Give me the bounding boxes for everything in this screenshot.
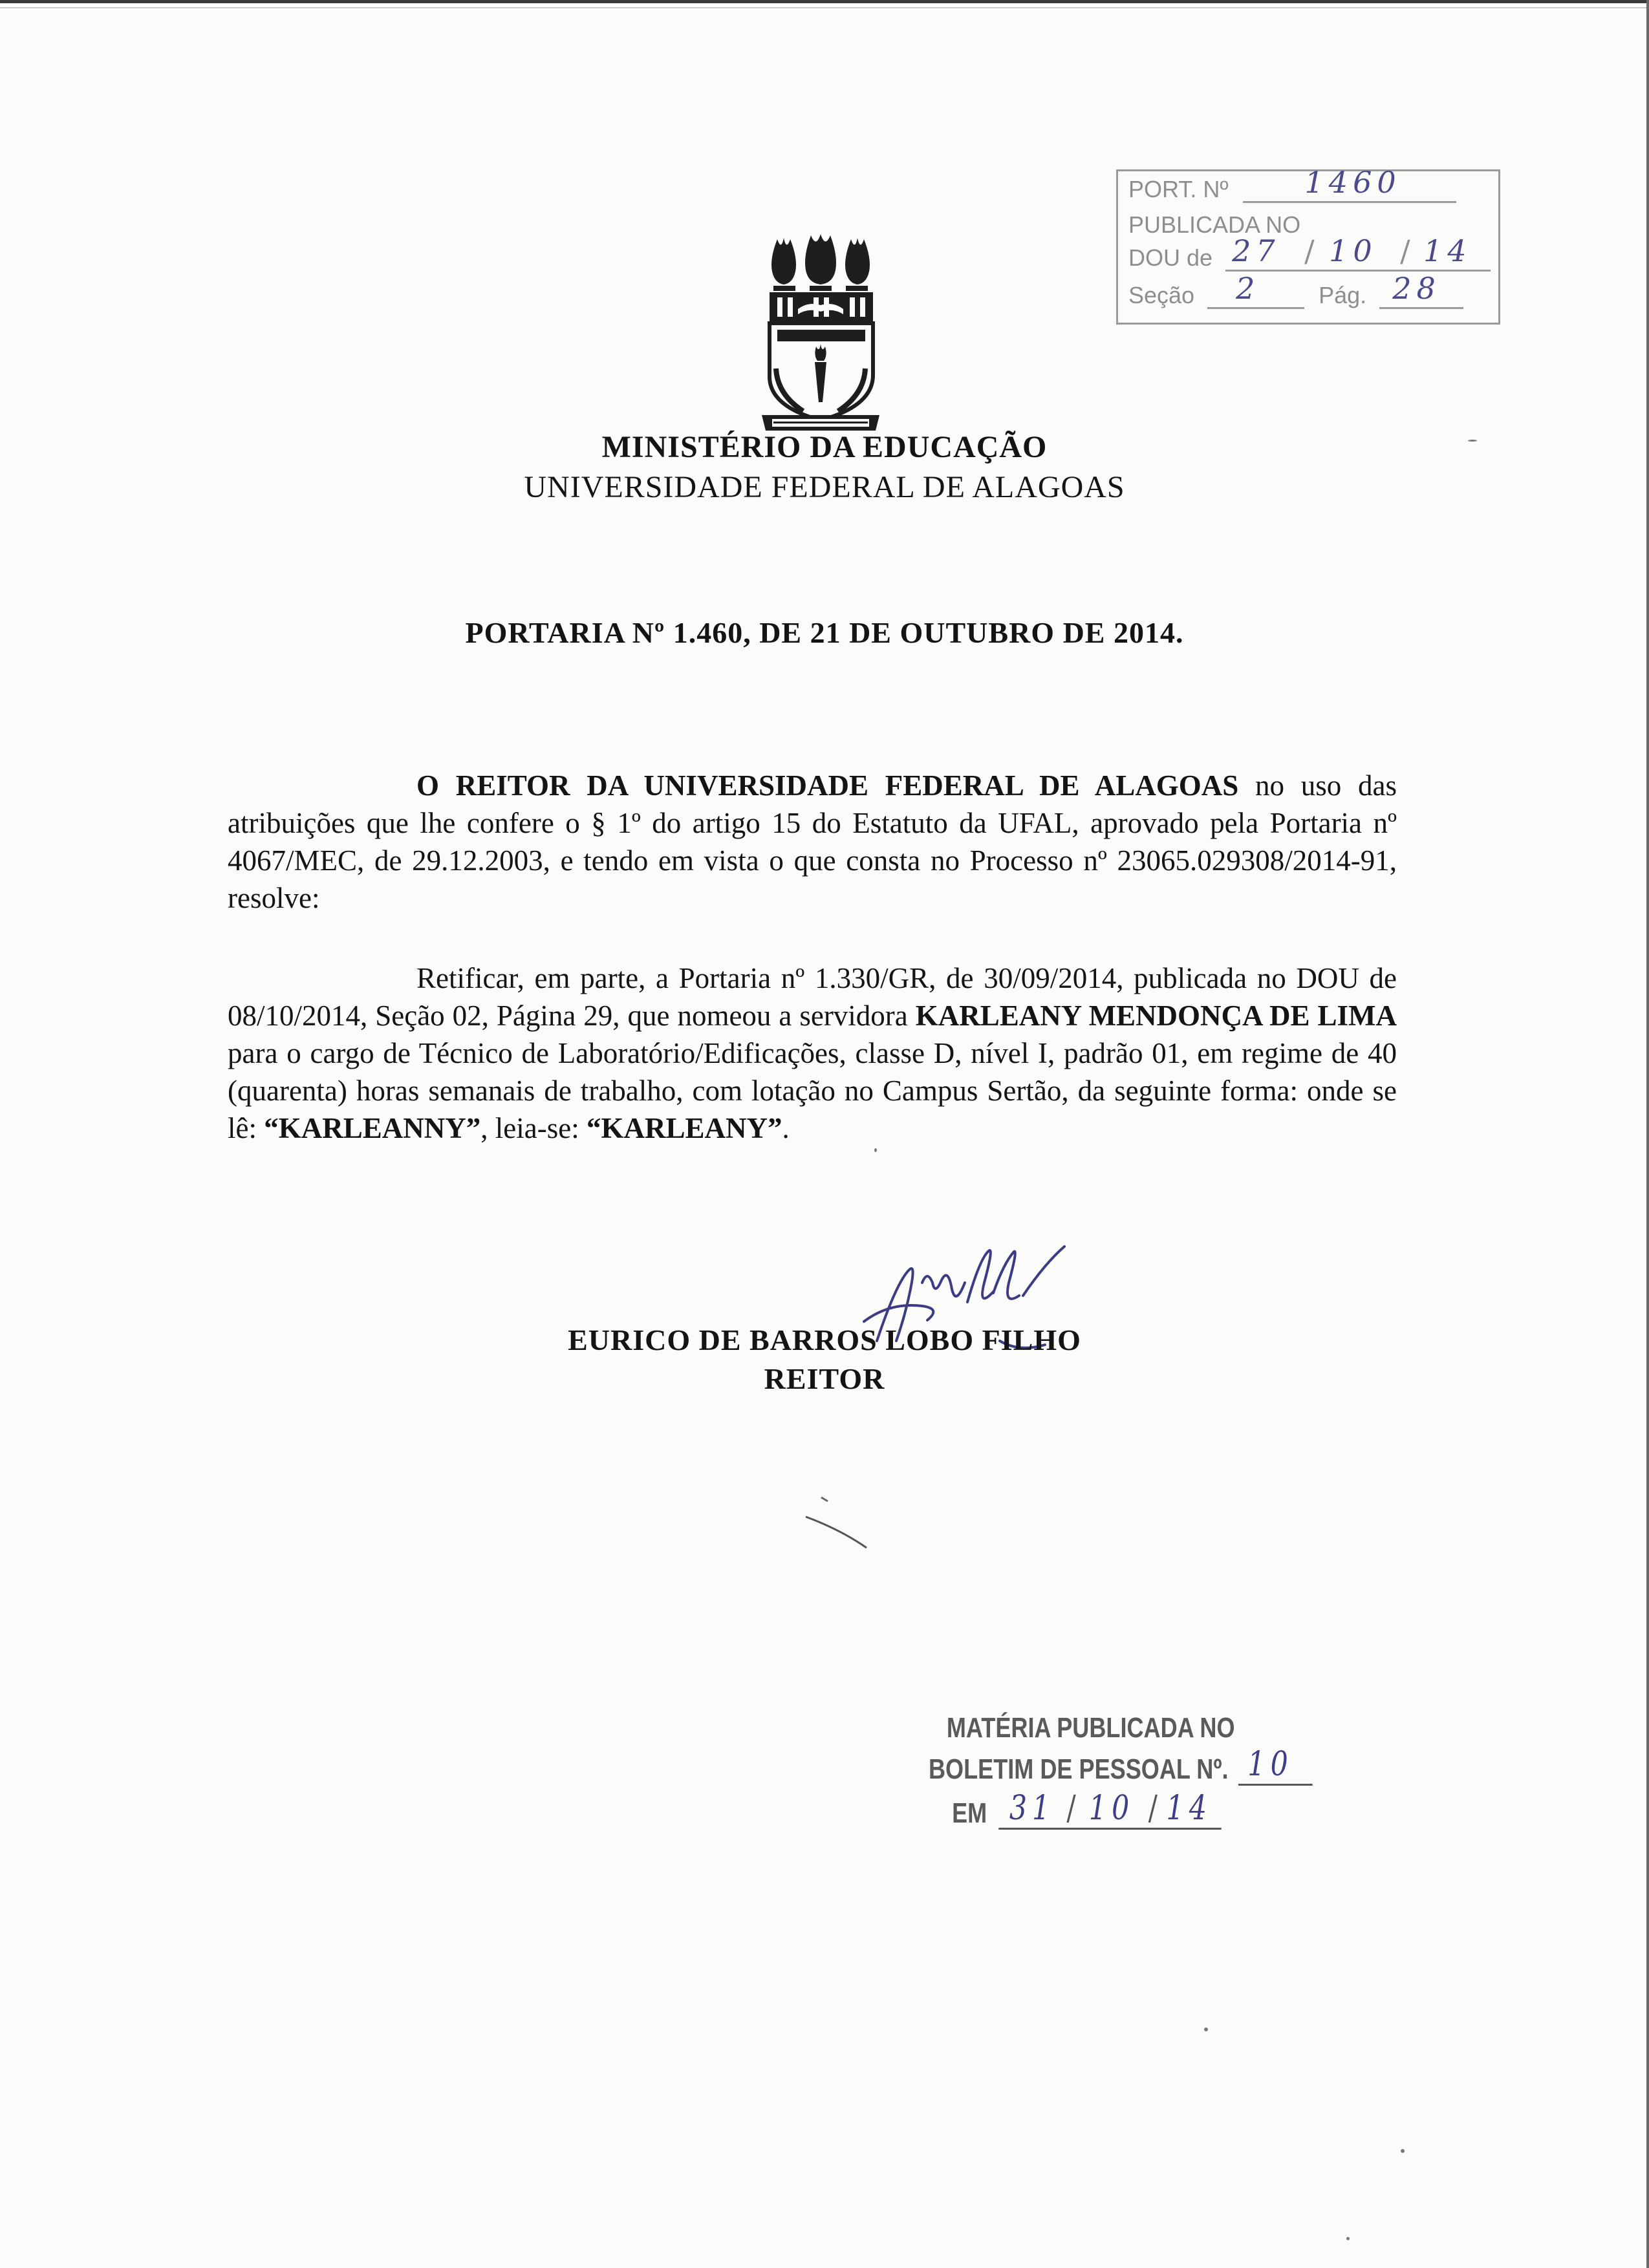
resolution-text-b: para o cargo de Técnico de Laboratório/Edificações, classe D, nível I, padrão 01, em regime de 40 (quarenta) horas semanais de trabalho, com lotação no Campus Sertão, da seguinte forma: onde se lê: [228, 1037, 1397, 1144]
boletim-number-line [1238, 1745, 1313, 1786]
stamp-dou-label: DOU de [1128, 244, 1213, 271]
stamp-dou-slash: / [1304, 233, 1320, 268]
preamble-paragraph [228, 767, 1397, 917]
stamp-port-row [1128, 165, 1456, 203]
stamp-section-label: Seção [1128, 282, 1195, 308]
correct-name: “KARLEANY” [586, 1112, 782, 1144]
boletim-date-line [998, 1789, 1221, 1830]
boletim-stamp [929, 1712, 1293, 1848]
boletim-date-month: 10 [1088, 1789, 1135, 1828]
stamp-section-line [1207, 271, 1304, 309]
boletim-line1: MATÉRIA PUBLICADA NO [946, 1712, 1235, 1744]
servant-name: KARLEANY MENDONÇA DE LIMA [915, 1000, 1397, 1032]
boletim-date-year: 14 [1166, 1789, 1212, 1828]
ufal-coat-of-arms-icon [758, 233, 883, 437]
pen-marks [802, 1493, 879, 1552]
scan-edge-line [0, 7, 1649, 8]
university-heading: UNIVERSIDADE FEDERAL DE ALAGOAS [524, 470, 1125, 504]
stamp-dou-row [1128, 233, 1491, 272]
stamp-port-label: PORT. Nº [1128, 176, 1229, 202]
dou-publication-stamp [1116, 165, 1500, 325]
scan-edge-right [1646, 0, 1649, 2268]
resolution-paragraph [228, 959, 1397, 1147]
preamble-text: no uso das atribuições que lhe confere o § 1º do artigo 15 do Estatuto da UFAL, aprovado pela Portaria nº 4067/MEC, de 29.12.2003, e tendo em vista o que consta no Processo nº 23065.029308/2014-91, resolve: [228, 769, 1397, 914]
wrong-name: “KARLEANNY” [264, 1112, 481, 1144]
signatory-name: EURICO DE BARROS LOBO FILHO [568, 1323, 1081, 1356]
boletim-number-value: 10 [1247, 1745, 1293, 1784]
scan-speck [1346, 2237, 1350, 2240]
scan-speck [874, 1148, 877, 1152]
stamp-dou-year: 14 [1423, 233, 1472, 268]
resolution-text-c: , leia-se: [480, 1112, 587, 1144]
stamp-dou-slash: / [1400, 233, 1416, 268]
scan-speck [1204, 2027, 1208, 2031]
resolution-text-d: . [782, 1112, 790, 1144]
boletim-number-label: BOLETIM DE PESSOAL Nº. [929, 1753, 1229, 1785]
ministry-heading: MINISTÉRIO DA EDUCAÇÃO [601, 430, 1048, 464]
boletim-date-day: 31 [1009, 1789, 1055, 1828]
stamp-dou-month: 10 [1329, 233, 1377, 268]
scan-speck [1401, 2149, 1405, 2153]
boletim-date-label: EM [952, 1797, 987, 1829]
stamp-page-value: 28 [1392, 271, 1441, 306]
stamp-page-line [1379, 271, 1463, 309]
portaria-title: PORTARIA Nº 1.460, DE 21 DE OUTUBRO DE 2014. [465, 616, 1184, 649]
stamp-dou-line [1225, 233, 1491, 272]
stamp-dou-day: 27 [1232, 233, 1280, 268]
boletim-line2 [929, 1745, 1312, 1786]
stamp-port-handwritten: 1460 [1304, 165, 1401, 200]
resolution-text-a: Retificar, em parte, a Portaria nº 1.330/GR, de 30/09/2014, publicada no DOU de 08/10/2014, Seção 02, Página 29, que nomeou a servidora [228, 962, 1397, 1032]
boletim-line3 [952, 1789, 1222, 1830]
stamp-section-row [1128, 271, 1463, 309]
boletim-date-slash: / [1066, 1789, 1081, 1828]
stamp-port-line [1243, 165, 1456, 203]
scan-edge-top [0, 0, 1649, 3]
signatory-role: REITOR [764, 1362, 885, 1395]
stamp-published-label: PUBLICADA NO [1128, 211, 1301, 238]
boletim-date-slash: / [1148, 1789, 1163, 1828]
preamble-authority: O REITOR DA UNIVERSIDADE FEDERAL DE ALAGOAS [416, 769, 1239, 802]
stamp-page-label: Pág. [1319, 282, 1367, 308]
stamp-section-value: 2 [1236, 271, 1260, 306]
